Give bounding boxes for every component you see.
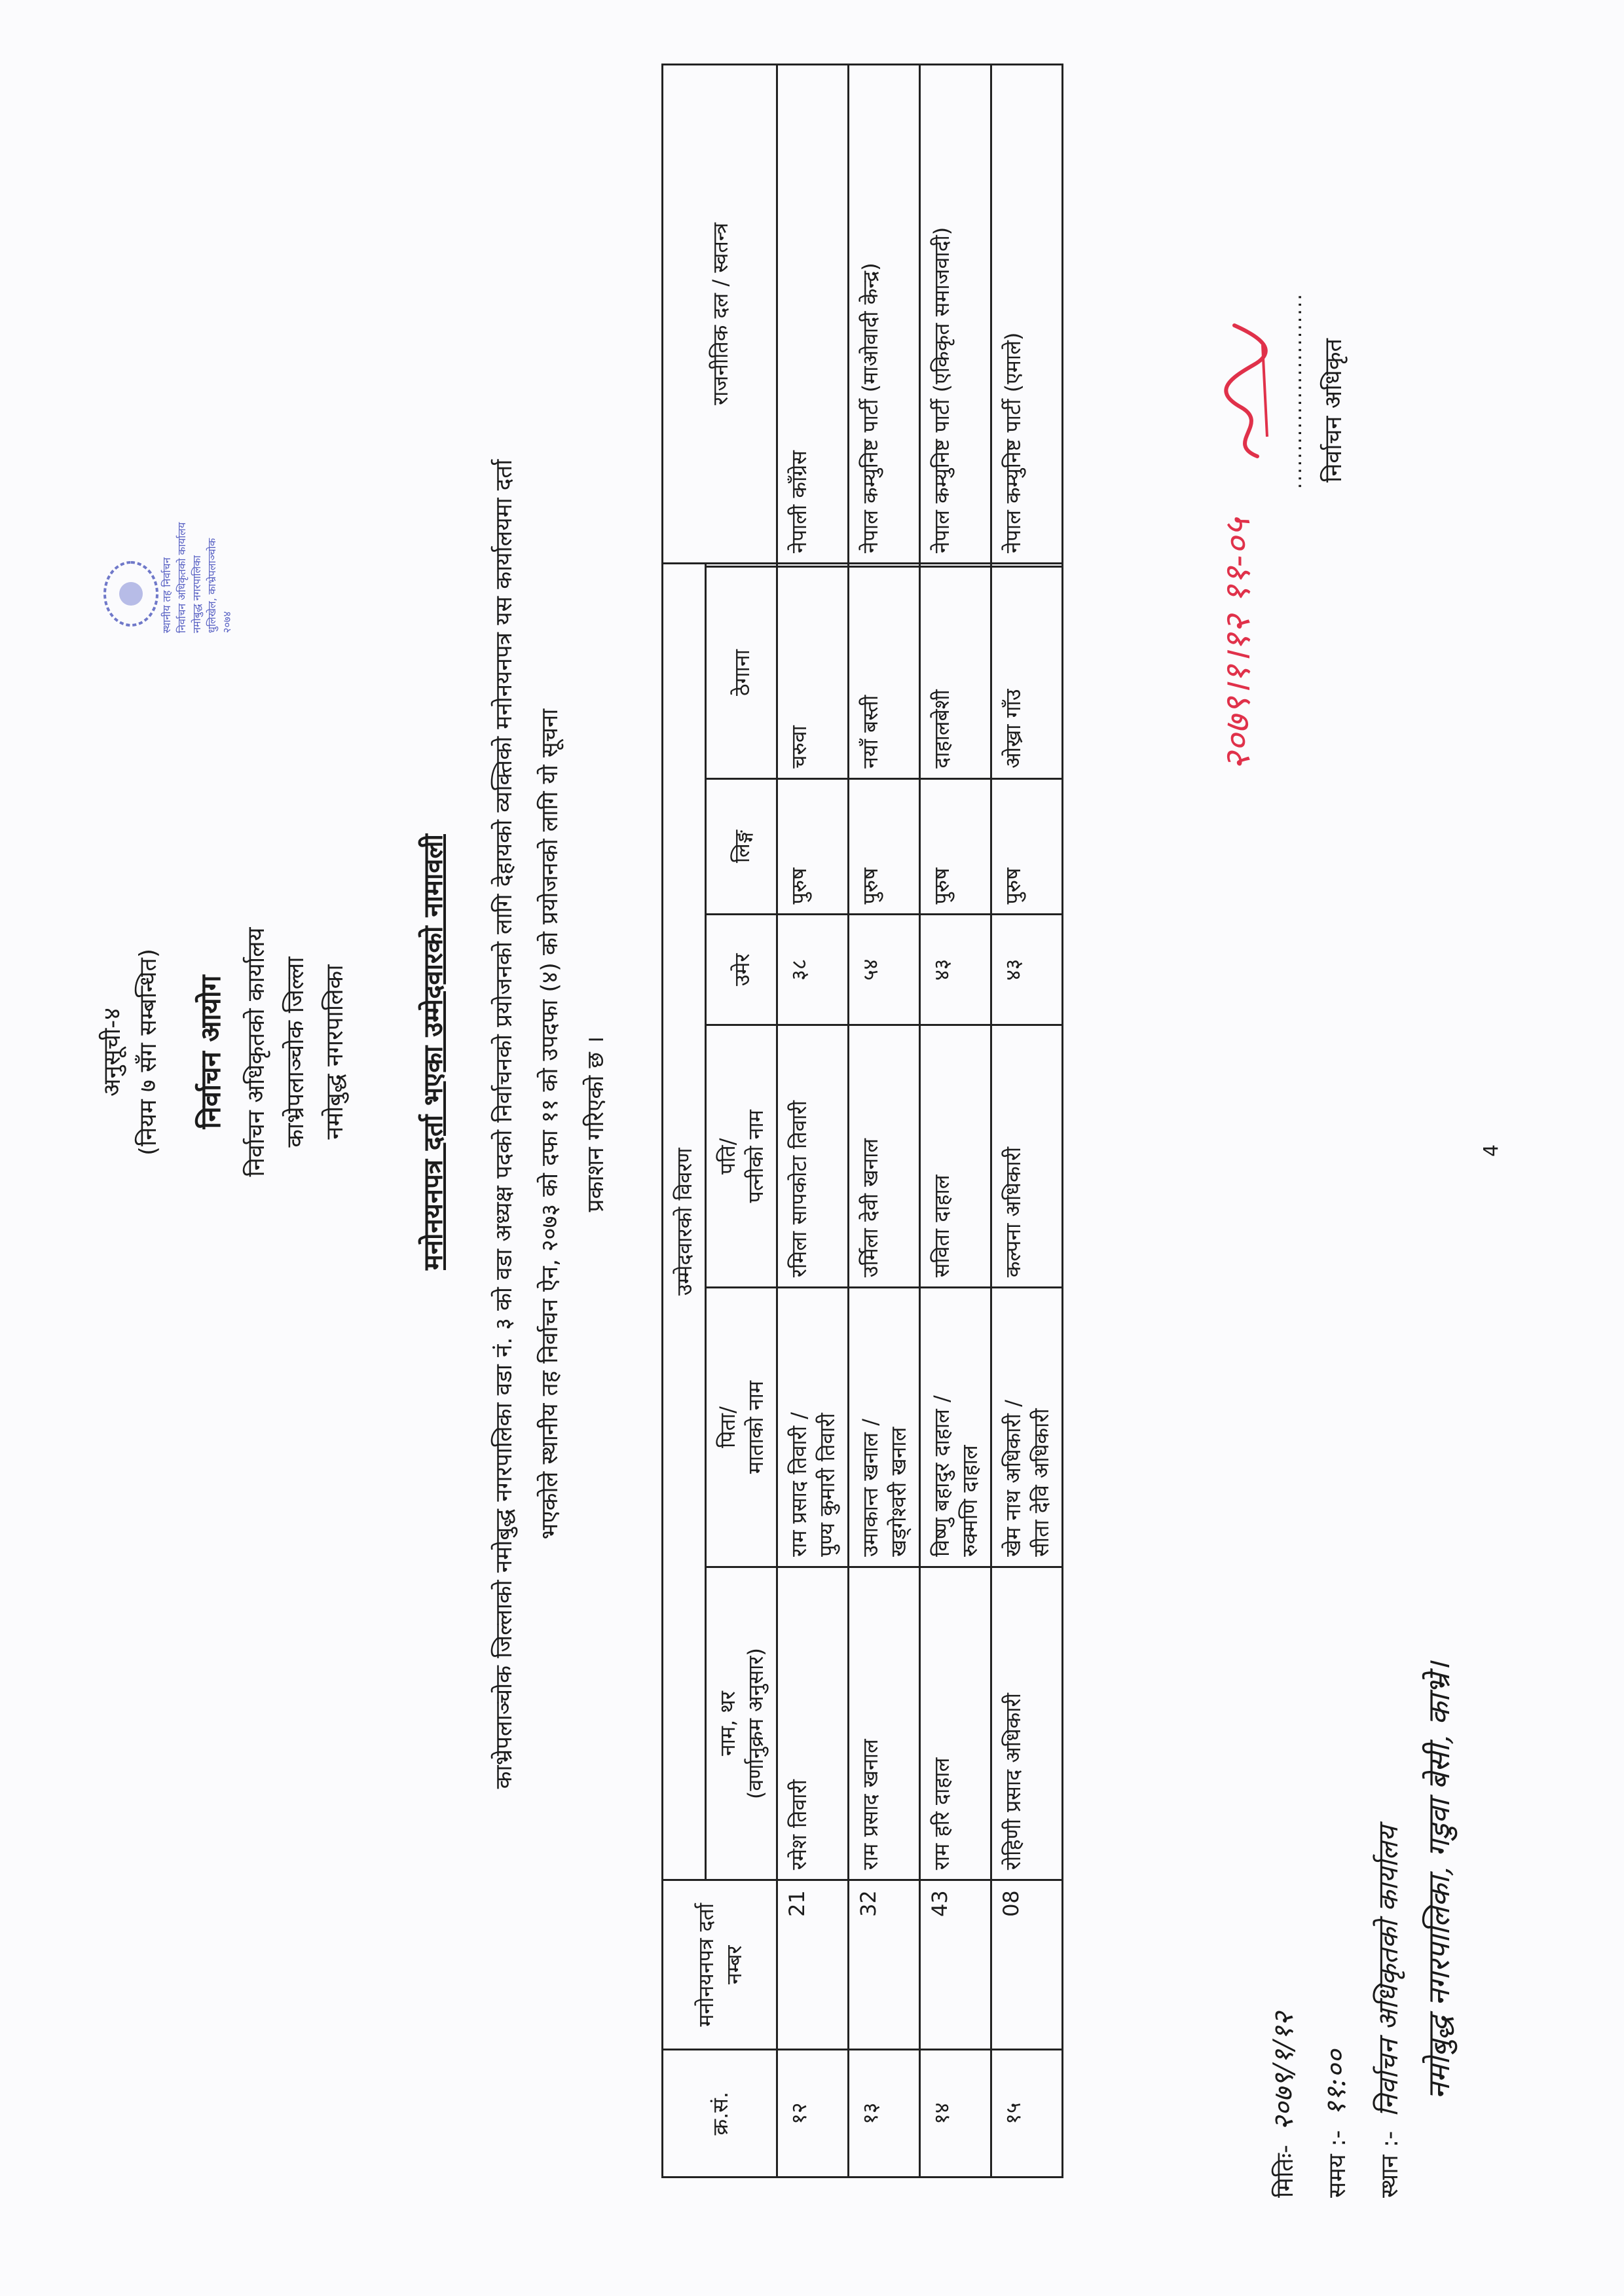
footer-date [1264, 2012, 1301, 2198]
cell-mother: सीता देवि अधिकारी [1029, 1408, 1054, 1557]
cell-address: नयाँ बस्ती [849, 567, 920, 779]
header-gender: लिङ्ग [706, 778, 777, 915]
cell-gender: पुरुष [920, 778, 991, 915]
candidate-table [661, 64, 1063, 2178]
seal-line-1: स्थानीय तह निर्वाचन [160, 557, 173, 633]
date-value: २०७९/१/१२ [1267, 2012, 1299, 2131]
cell-father: विष्णु बहादुर दाहाल / [929, 1395, 954, 1557]
document-title: मनोनयनपत्र दर्ता भएका उम्मेदवारको नामावली [418, 834, 449, 1270]
header-name-sub: (वर्णानुक्रम अनुसार) [743, 1648, 768, 1800]
cell-sn: १५ [991, 2050, 1063, 2178]
header-candidate-details: उम्मेदवारको विवरण [663, 564, 706, 1880]
table-header-row [663, 65, 706, 2178]
table-row [849, 65, 920, 2178]
municipality-name: नमोबुद्ध नगरपालिका [322, 964, 348, 1140]
notice-line-2: भएकोले स्थानीय तह निर्वाचन ऐन, २०७३ को दफा ११ को उपदफा (४) को प्रयोजनको लागि यो सूचना [537, 708, 563, 1540]
signatory-title: निर्वाचन अधिकृत [1320, 338, 1347, 483]
cell-reg-no: 21 [777, 1880, 849, 2050]
header-reg-no: मनोनयनपत्र दर्ता नम्बर [663, 1880, 777, 2050]
cell-mother: खड्गेश्वरी खनाल [886, 1427, 911, 1557]
rule-reference: (नियम ७ सँग सम्बन्धित) [135, 949, 162, 1156]
cell-spacer [849, 564, 920, 567]
notice-line-3: प्रकाशन गरिएको छ । [583, 1036, 609, 1212]
header-sn: क्र.सं. [663, 2050, 777, 2178]
cell-father: उमाकान्त खनाल / [858, 1418, 883, 1557]
place-label: स्थान :- [1376, 2130, 1403, 2198]
cell-parents [849, 1288, 920, 1567]
header-spouse [706, 1025, 777, 1288]
cell-spacer [991, 564, 1063, 567]
cell-address: दाहालबेशी [920, 567, 991, 779]
header-address: ठेगाना [706, 567, 777, 779]
header-parents-sub: माताको नाम [743, 1380, 768, 1474]
cell-spacer [920, 564, 991, 567]
cell-parents [991, 1288, 1063, 1567]
cell-name: राम प्रसाद खनाल [849, 1567, 920, 1880]
cell-party: नेपाल कम्युनिष्ट पार्टी (माओवादी केन्द्र) [849, 65, 920, 564]
cell-reg-no: 08 [991, 1880, 1063, 2050]
header-spouse-sub: पत्नीको नाम [743, 1110, 768, 1203]
cell-name: राम हरि दाहाल [920, 1567, 991, 1880]
footer-time [1316, 2050, 1354, 2198]
seal-line-5: २०७४ [221, 611, 233, 633]
notice-line-1: काभ्रेपलाञ्चोक जिल्लाको नमोबुद्ध नगरपालिका वडा नं. ३ को वडा अध्यक्ष पदको निर्वाचनको प्रयोजनको लागि देहायको व्यक्तिको मनोनयनपत्र यस कार्यालयमा दर्ता [491, 459, 517, 1789]
place-value-2: नमोबुद्ध नगरपालिका, गडुवा बेसी, काभ्रे। [1421, 1662, 1456, 2100]
cell-spacer [777, 564, 849, 567]
seal-line-2: निर्वाचन अधिकृतको कार्यालय [175, 522, 188, 633]
cell-father: राम प्रसाद तिवारी / [786, 1412, 811, 1557]
cell-party: नेपाल कम्युनिष्ट पार्टी (एमाले) [991, 65, 1063, 564]
cell-sn: १२ [777, 2050, 849, 2178]
header-parents [706, 1288, 777, 1567]
cell-mother: रुक्मणि दाहाल [957, 1445, 982, 1557]
table-row [991, 65, 1063, 2178]
time-label: समय :- [1324, 2130, 1351, 2198]
cell-party: नेपाली काँग्रेस [777, 65, 849, 564]
header-parents-label: पिता/ [715, 1406, 740, 1448]
commission-name: निर्वाचन आयोग [194, 975, 227, 1129]
page-number: 4 [1480, 1144, 1503, 1157]
cell-mother: पुण्य कुमारी तिवारी [815, 1413, 840, 1557]
cell-sn: १४ [920, 2050, 991, 2178]
header-name-label: नाम, थर [715, 1691, 740, 1757]
district-name: काभ्रेपलाञ्चोक जिल्ला [282, 957, 309, 1148]
cell-reg-no: 43 [920, 1880, 991, 2050]
cell-sn: १३ [849, 2050, 920, 2178]
cell-address: ओख्रा गाँउ [991, 567, 1063, 779]
footer-place [1369, 1826, 1406, 2198]
date-label: मितिः- [1272, 2145, 1299, 2198]
header-spacer [706, 564, 777, 567]
header-age: उमेर [706, 915, 777, 1025]
table-row [920, 65, 991, 2178]
cell-party: नेपाल कम्युनिष्ट पार्टी (एकिकृत समाजवादी) [920, 65, 991, 564]
cell-gender: पुरुष [777, 778, 849, 915]
cell-parents [920, 1288, 991, 1567]
cell-spouse: रमिला सापकोटा तिवारी [777, 1025, 849, 1288]
header-spouse-label: पति/ [715, 1138, 740, 1175]
office-seal [92, 417, 236, 640]
seal-line-4: धुलिखेल, काभ्रेपलाञ्चोक [206, 538, 218, 633]
cell-age: ४३ [991, 915, 1063, 1025]
seal-line-3: नमोबुद्ध नगरपालिका [191, 555, 203, 633]
time-value: ११:०० [1320, 2049, 1352, 2117]
cell-gender: पुरुष [849, 778, 920, 915]
cell-gender: पुरुष [991, 778, 1063, 915]
header-party: राजनीतिक दल / स्वतन्त्र [663, 65, 777, 564]
cell-address: चरुवा [777, 567, 849, 779]
cell-father: खेम नाथ अधिकारी / [1001, 1400, 1025, 1557]
handwritten-note: २०७९।१।१२ ११-०५ [1217, 518, 1258, 771]
cell-parents [777, 1288, 849, 1567]
signature-line: .......................... [1283, 293, 1306, 489]
schedule-label: अनुसूची-४ [99, 1008, 126, 1097]
cell-age: ५४ [849, 915, 920, 1025]
cell-age: ३८ [777, 915, 849, 1025]
cell-name: रमेश तिवारी [777, 1567, 849, 1880]
table-row [777, 65, 849, 2178]
cell-age: ४३ [920, 915, 991, 1025]
office-name: निर्वाचन अधिकृतको कार्यालय [243, 927, 270, 1177]
place-value-1: निर्वाचन अधिकृतको कार्यालय [1372, 1825, 1404, 2117]
cell-reg-no: 32 [849, 1880, 920, 2050]
cell-spouse: सविता दाहाल [920, 1025, 991, 1288]
cell-name: रोहिणी प्रसाद अधिकारी [991, 1567, 1063, 1880]
cell-spouse: उर्मिला देवी खनाल [849, 1025, 920, 1288]
cell-spouse: कल्पना अधिकारी [991, 1025, 1063, 1288]
header-name [706, 1567, 777, 1880]
